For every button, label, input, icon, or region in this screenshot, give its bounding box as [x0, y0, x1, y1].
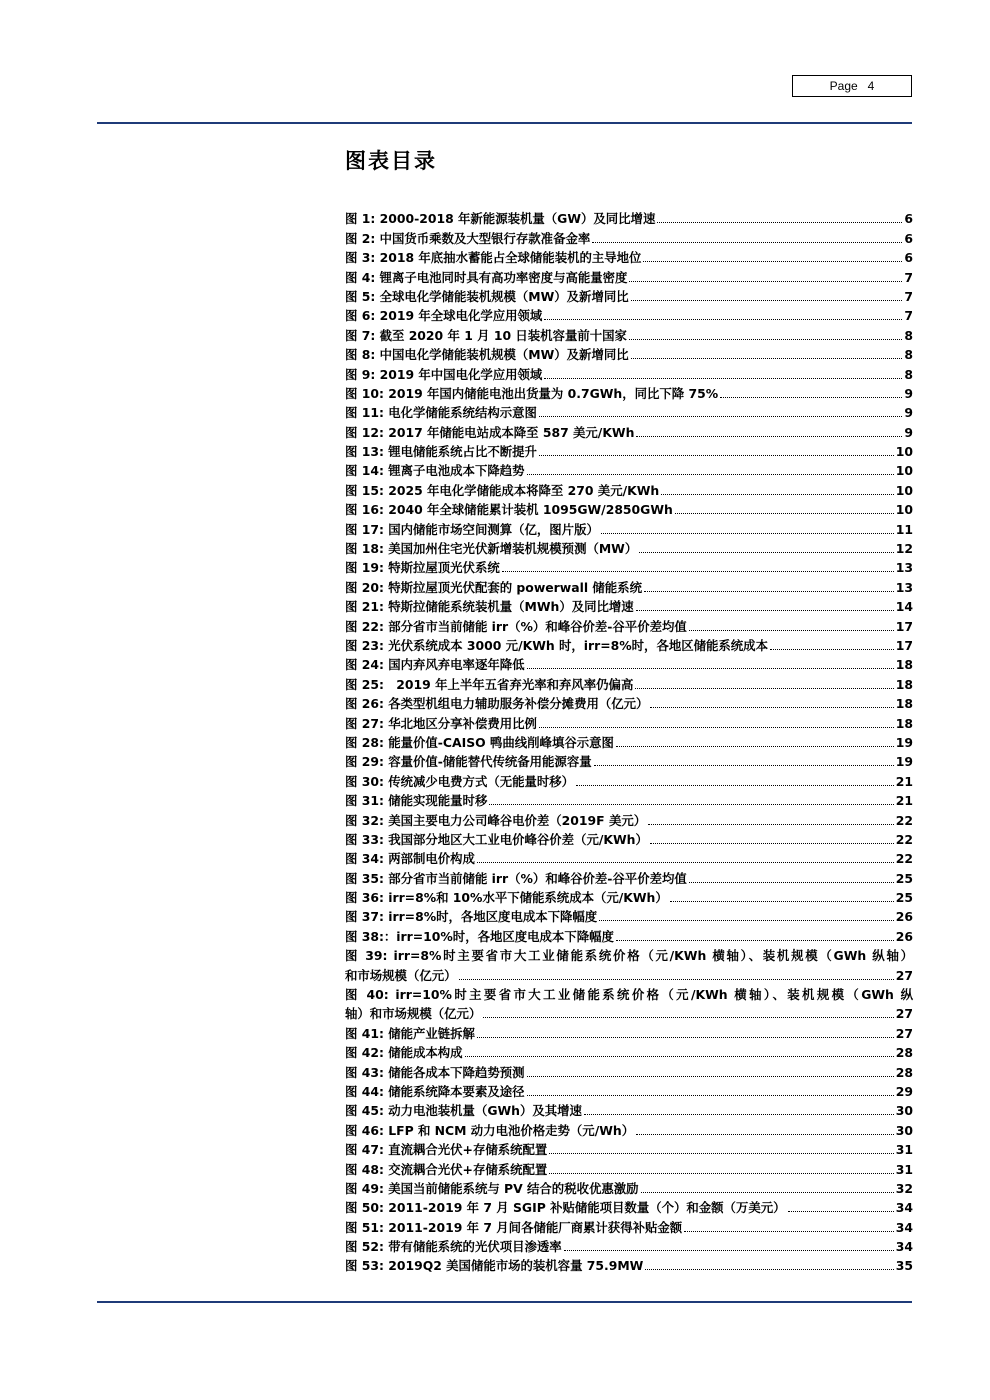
- toc-entry-page: 21: [895, 773, 913, 789]
- toc-entry-page: 9: [904, 424, 913, 440]
- toc-entry[interactable]: [345, 615, 913, 634]
- toc-entry[interactable]: [345, 964, 913, 983]
- toc-entry[interactable]: [345, 499, 913, 518]
- toc-entry[interactable]: [345, 1003, 913, 1022]
- toc-entry-page: 25: [895, 890, 913, 906]
- toc-entry[interactable]: [345, 1081, 913, 1100]
- toc-entry-page: 28: [895, 1045, 913, 1061]
- dot-leader: [592, 241, 902, 243]
- dot-leader: [641, 1191, 894, 1193]
- dot-leader: [639, 551, 894, 553]
- dot-leader: [539, 726, 894, 728]
- toc-entry-label: 图 38:：irr=10%时，各地区度电成本下降幅度: [345, 928, 614, 944]
- toc-entry[interactable]: [345, 1197, 913, 1216]
- toc-entry-label: 图 43: 储能各成本下降趋势预测: [345, 1064, 525, 1080]
- toc-entry-page: 18: [895, 657, 913, 673]
- toc-entry-page: 30: [895, 1122, 913, 1138]
- header-rule: [97, 122, 912, 124]
- dot-leader: [527, 473, 894, 475]
- toc-entry-label: 图 5: 全球电化学储能装机规模（MW）及新增同比: [345, 288, 629, 304]
- toc-entry[interactable]: [345, 1100, 913, 1119]
- toc-entry[interactable]: [345, 208, 913, 227]
- toc-entry-label: 图 2: 中国货币乘数及大型银行存款准备金率: [345, 230, 591, 246]
- toc-entry-label: 图 39: irr=8%时主要省市大工业储能系统价格（元/KWh 横轴）、装机规模（GWh 纵轴）: [345, 948, 913, 964]
- dot-leader: [636, 609, 894, 611]
- toc-entry-page: 18: [895, 676, 913, 692]
- dot-leader: [616, 745, 894, 747]
- dot-leader: [644, 590, 894, 592]
- toc-entry-label: 图 47: 直流耦合光伏+存储系统配置: [345, 1142, 548, 1158]
- toc-entry-page: 27: [895, 1025, 913, 1041]
- dot-leader: [661, 493, 894, 495]
- toc-entry-page: 10: [895, 444, 913, 460]
- toc-entry-label: 图 8: 中国电化学储能装机规模（MW）及新增同比: [345, 347, 629, 363]
- toc-entry-label: 图 32: 美国主要电力公司峰谷电价差（2019F 美元）: [345, 812, 647, 828]
- dot-leader: [465, 1055, 894, 1057]
- toc-entry-label: 图 45: 动力电池装机量（GWh）及其增速: [345, 1103, 582, 1119]
- toc-entry[interactable]: [345, 344, 913, 363]
- toc-entry-page: 27: [895, 1006, 913, 1022]
- toc-entry[interactable]: [345, 751, 913, 770]
- toc-entry-page: 8: [904, 327, 913, 343]
- dot-leader: [601, 532, 894, 534]
- toc-entry[interactable]: [345, 421, 913, 440]
- toc-entry-label: 图 1: 2000-2018 年新能源装机量（GW）及同比增速: [345, 211, 656, 227]
- dot-leader: [650, 842, 894, 844]
- toc-entry[interactable]: [345, 1061, 913, 1080]
- toc-entry-page: 34: [895, 1239, 913, 1255]
- toc-entry-label: 图 21: 特斯拉储能系统装机量（MWh）及同比增速: [345, 599, 634, 615]
- dot-leader: [527, 667, 894, 669]
- toc-entry-page: 8: [904, 366, 913, 382]
- dot-leader: [636, 1133, 894, 1135]
- dot-leader: [502, 570, 894, 572]
- toc-entry-page: 7: [904, 288, 913, 304]
- toc-entry-page: 11: [895, 521, 913, 537]
- toc-entry[interactable]: [345, 363, 913, 382]
- toc-entry[interactable]: [345, 712, 913, 731]
- dot-leader: [616, 939, 894, 941]
- toc-entry-label: 图 20: 特斯拉屋顶光伏配套的 powerwall 储能系统: [345, 579, 642, 595]
- toc-entry-label: 图 41: 储能产业链拆解: [345, 1025, 475, 1041]
- toc-entry-page: 10: [895, 482, 913, 498]
- dot-leader: [459, 978, 894, 980]
- dot-leader: [670, 900, 894, 902]
- toc-entry-label: 图 16: 2040 年全球储能累计装机 1095GW/2850GWh: [345, 502, 673, 518]
- dot-leader: [650, 706, 893, 708]
- dot-leader: [539, 454, 894, 456]
- toc-entry-page: 14: [895, 599, 913, 615]
- dot-leader: [477, 861, 894, 863]
- toc-entry-label: 图 52: 带有储能系统的光伏项目渗透率: [345, 1239, 562, 1255]
- toc-entry-page: 7: [904, 269, 913, 285]
- toc-entry[interactable]: [345, 479, 913, 498]
- toc-entry-page: 31: [895, 1142, 913, 1158]
- toc-entry-label: 图 26: 各类型机组电力辅助服务补偿分摊费用（亿元）: [345, 696, 649, 712]
- toc-entry-label: 图 37: irr=8%时，各地区度电成本下降幅度: [345, 909, 598, 925]
- toc-entry[interactable]: [345, 654, 913, 673]
- toc-entry-page: 30: [895, 1103, 913, 1119]
- toc-entry-page: 19: [895, 734, 913, 750]
- dot-leader: [788, 1210, 894, 1212]
- toc-entry[interactable]: [345, 790, 913, 809]
- toc-entry-label: 轴）和市场规模（亿元）: [345, 1006, 482, 1022]
- toc-entry[interactable]: [345, 441, 913, 460]
- toc-entry-page: 6: [904, 211, 913, 227]
- toc-entry[interactable]: [345, 770, 913, 789]
- toc-entry[interactable]: [345, 1119, 913, 1138]
- toc-entry-label: 图 53: 2019Q2 美国储能市场的装机容量 75.9MW: [345, 1258, 644, 1274]
- dot-leader: [631, 357, 903, 359]
- dot-leader: [689, 629, 894, 631]
- toc-entry-page: 13: [895, 579, 913, 595]
- toc-title: 图表目录: [345, 148, 437, 173]
- toc-entry-label: 图 27: 华北地区分享补偿费用比例: [345, 715, 537, 731]
- toc-entry-page: 13: [895, 560, 913, 576]
- toc-entry-page: 31: [895, 1161, 913, 1177]
- dot-leader: [689, 881, 894, 883]
- toc-entry-label: 图 10: 2019 年国内储能电池出货量为 0.7GWh，同比下降 75%: [345, 385, 719, 401]
- dot-leader: [549, 1172, 893, 1174]
- toc-entry[interactable]: [345, 247, 913, 266]
- toc-entry[interactable]: [345, 1158, 913, 1177]
- dot-leader: [629, 280, 902, 282]
- toc-entry-label: 图 23: 光伏系统成本 3000 元/KWh 时，irr=8%时，各地区储能系统成本: [345, 637, 768, 653]
- toc-entry-line: [345, 984, 913, 1003]
- toc-entry[interactable]: [345, 867, 913, 886]
- dot-leader: [657, 221, 902, 223]
- toc-entry-page: 29: [895, 1083, 913, 1099]
- toc-entry[interactable]: [345, 1022, 913, 1041]
- toc-entry-label: 图 14: 锂离子电池成本下降趋势: [345, 463, 525, 479]
- toc-entry[interactable]: [345, 1139, 913, 1158]
- toc-entry[interactable]: [345, 266, 913, 285]
- toc-entry-page: 8: [904, 347, 913, 363]
- dot-leader: [684, 1230, 894, 1232]
- toc-entry[interactable]: [345, 518, 913, 537]
- toc-entry-label: 图 4: 锂离子电池同时具有高功率密度与高能量密度: [345, 269, 628, 285]
- toc-entry-page: 22: [895, 812, 913, 828]
- dot-leader: [636, 435, 902, 437]
- toc-entry-label: 图 29: 容量价值-储能替代传统备用能源容量: [345, 754, 592, 770]
- toc-entry-page: 17: [895, 618, 913, 634]
- toc-entry[interactable]: [345, 557, 913, 576]
- dot-leader: [635, 687, 893, 689]
- toc-entry-label: 图 36: irr=8%和 10%水平下储能系统成本（元/KWh）: [345, 890, 668, 906]
- toc-entry-label: 图 35: 部分省市当前储能 irr（%）和峰谷价差-谷平价差均值: [345, 870, 687, 886]
- dot-leader: [539, 415, 902, 417]
- dot-leader: [483, 1016, 893, 1018]
- toc-entry-label: 图 18: 美国加州住宅光伏新增装机规模预测（MW）: [345, 541, 638, 557]
- toc-entry-label: 图 3: 2018 年底抽水蓄能占全球储能装机的主导地位: [345, 250, 642, 266]
- toc-entry-page: 27: [895, 967, 913, 983]
- dot-leader: [489, 803, 893, 805]
- toc-entry-page: 26: [895, 909, 913, 925]
- toc-entry-label: 图 9: 2019 年中国电化学应用领域: [345, 366, 543, 382]
- toc-entry[interactable]: [345, 673, 913, 692]
- toc-entry-label: 图 17: 国内储能市场空间测算（亿，图片版）: [345, 521, 599, 537]
- dot-leader: [544, 377, 902, 379]
- toc-entry-label: 图 48: 交流耦合光伏+存储系统配置: [345, 1161, 548, 1177]
- toc-entry[interactable]: [345, 848, 913, 867]
- toc-entry-page: 32: [895, 1180, 913, 1196]
- toc-entry-label: 图 34: 两部制电价构成: [345, 851, 475, 867]
- toc-entry-page: 25: [895, 870, 913, 886]
- toc-entry-page: 26: [895, 928, 913, 944]
- toc-entry[interactable]: [345, 1236, 913, 1255]
- toc-entry-page: 12: [895, 541, 913, 557]
- toc-entry[interactable]: [345, 1216, 913, 1235]
- toc-entry[interactable]: [345, 732, 913, 751]
- toc-entry[interactable]: [345, 286, 913, 305]
- toc-entry[interactable]: [345, 906, 913, 925]
- dot-leader: [645, 1268, 893, 1270]
- toc-entry[interactable]: [345, 1255, 913, 1274]
- dot-leader: [770, 648, 894, 650]
- toc-entry-label: 图 31: 储能实现能量时移: [345, 793, 488, 809]
- toc-entry[interactable]: [345, 635, 913, 654]
- toc-entry[interactable]: [345, 227, 913, 246]
- toc-entry-label: 图 13: 锂电储能系统占比不断提升: [345, 444, 537, 460]
- dot-leader: [594, 764, 894, 766]
- dot-leader: [599, 919, 894, 921]
- toc-entry-page: 9: [904, 385, 913, 401]
- dot-leader: [648, 823, 894, 825]
- toc-entry-page: 17: [895, 637, 913, 653]
- toc-entry[interactable]: [345, 402, 913, 421]
- toc-entry[interactable]: [345, 324, 913, 343]
- toc-entry-label: 图 12: 2017 年储能电站成本降至 587 美元/KWh: [345, 424, 635, 440]
- toc-entry[interactable]: [345, 576, 913, 595]
- toc-entry[interactable]: [345, 809, 913, 828]
- toc-entry[interactable]: [345, 538, 913, 557]
- toc-entry-page: 22: [895, 831, 913, 847]
- dot-leader: [549, 1152, 893, 1154]
- dot-leader: [584, 1113, 894, 1115]
- dot-leader: [631, 299, 903, 301]
- toc-entry-page: 10: [895, 502, 913, 518]
- toc-entry-label: 图 22: 部分省市当前储能 irr（%）和峰谷价差-谷平价差均值: [345, 618, 687, 634]
- toc-entry[interactable]: [345, 596, 913, 615]
- toc-entry-label: 图 40: irr=10%时主要省市大工业储能系统价格（元/KWh 横轴）、装机规模（GWh 纵: [345, 987, 913, 1003]
- toc-entry-label: 图 33: 我国部分地区大工业电价峰谷价差（元/KWh）: [345, 831, 648, 847]
- toc-entry[interactable]: [345, 1042, 913, 1061]
- toc-entry-label: 图 50: 2011-2019 年 7 月 SGIP 补贴储能项目数量（个）和金额（万美元）: [345, 1200, 786, 1216]
- toc-entry-label: 图 25: 2019 年上半年五省弃光率和弃风率仍偏高: [345, 676, 634, 692]
- toc-entry-page: 18: [895, 696, 913, 712]
- dot-leader: [643, 260, 902, 262]
- toc-entry[interactable]: [345, 693, 913, 712]
- dot-leader: [720, 396, 902, 398]
- toc-entry-label: 图 46: LFP 和 NCM 动力电池价格走势（元/Wh）: [345, 1122, 635, 1138]
- toc-entry-label: 图 7: 截至 2020 年 1 月 10 日装机容量前十国家: [345, 327, 627, 343]
- toc-entry-label: 图 28: 能量价值-CAISO 鸭曲线削峰填谷示意图: [345, 734, 614, 750]
- toc-entry-page: 28: [895, 1064, 913, 1080]
- toc-entry-label: 图 44: 储能系统降本要素及途径: [345, 1083, 525, 1099]
- toc-entry-label: 图 42: 储能成本构成: [345, 1045, 463, 1061]
- dot-leader: [477, 1036, 894, 1038]
- toc-entry[interactable]: [345, 383, 913, 402]
- dot-leader: [564, 1249, 894, 1251]
- toc-entry-page: 18: [895, 715, 913, 731]
- toc-entry-page: 7: [904, 308, 913, 324]
- toc-entry-label: 图 6: 2019 年全球电化学应用领域: [345, 308, 543, 324]
- toc-entry-label: 图 30: 传统减少电费方式（无能量时移）: [345, 773, 575, 789]
- toc-entry-label: 图 11: 电化学储能系统结构示意图: [345, 405, 537, 421]
- toc-entry-page: 10: [895, 463, 913, 479]
- toc-entry-label: 图 49: 美国当前储能系统与 PV 结合的税收优惠激励: [345, 1180, 639, 1196]
- toc-entry-label: 图 51: 2011-2019 年 7 月间各储能厂商累计获得补贴金额: [345, 1219, 683, 1235]
- page-label: Page: [829, 79, 858, 93]
- toc-entry[interactable]: [345, 460, 913, 479]
- toc-entry-label: 图 24: 国内弃风弃电率逐年降低: [345, 657, 525, 673]
- dot-leader: [544, 318, 902, 320]
- page-number-box: [792, 75, 912, 97]
- dot-leader: [675, 512, 894, 514]
- toc-entry-label: 图 19: 特斯拉屋顶光伏系统: [345, 560, 500, 576]
- toc-entry-line: [345, 945, 913, 964]
- toc-entry-label: 和市场规模（亿元）: [345, 967, 457, 983]
- toc-entry-page: 35: [895, 1258, 913, 1274]
- toc-entry-page: 9: [904, 405, 913, 421]
- toc-entry-page: 34: [895, 1200, 913, 1216]
- dot-leader: [576, 784, 894, 786]
- footer-rule: [97, 1301, 912, 1303]
- toc-entry[interactable]: [345, 305, 913, 324]
- toc-entry-page: 6: [904, 250, 913, 266]
- toc-entry[interactable]: [345, 1178, 913, 1197]
- dot-leader: [527, 1075, 894, 1077]
- toc-entry-label: 图 15: 2025 年电化学储能成本将降至 270 美元/KWh: [345, 482, 660, 498]
- table-of-figures: [345, 208, 913, 1274]
- toc-entry[interactable]: [345, 887, 913, 906]
- dot-leader: [629, 338, 902, 340]
- toc-entry[interactable]: [345, 925, 913, 944]
- toc-entry[interactable]: [345, 829, 913, 848]
- toc-entry-page: 21: [895, 793, 913, 809]
- toc-entry-page: 22: [895, 851, 913, 867]
- dot-leader: [527, 1094, 894, 1096]
- toc-entry-page: 19: [895, 754, 913, 770]
- toc-entry-page: 6: [904, 230, 913, 246]
- toc-entry-page: 34: [895, 1219, 913, 1235]
- page-number: 4: [867, 79, 875, 93]
